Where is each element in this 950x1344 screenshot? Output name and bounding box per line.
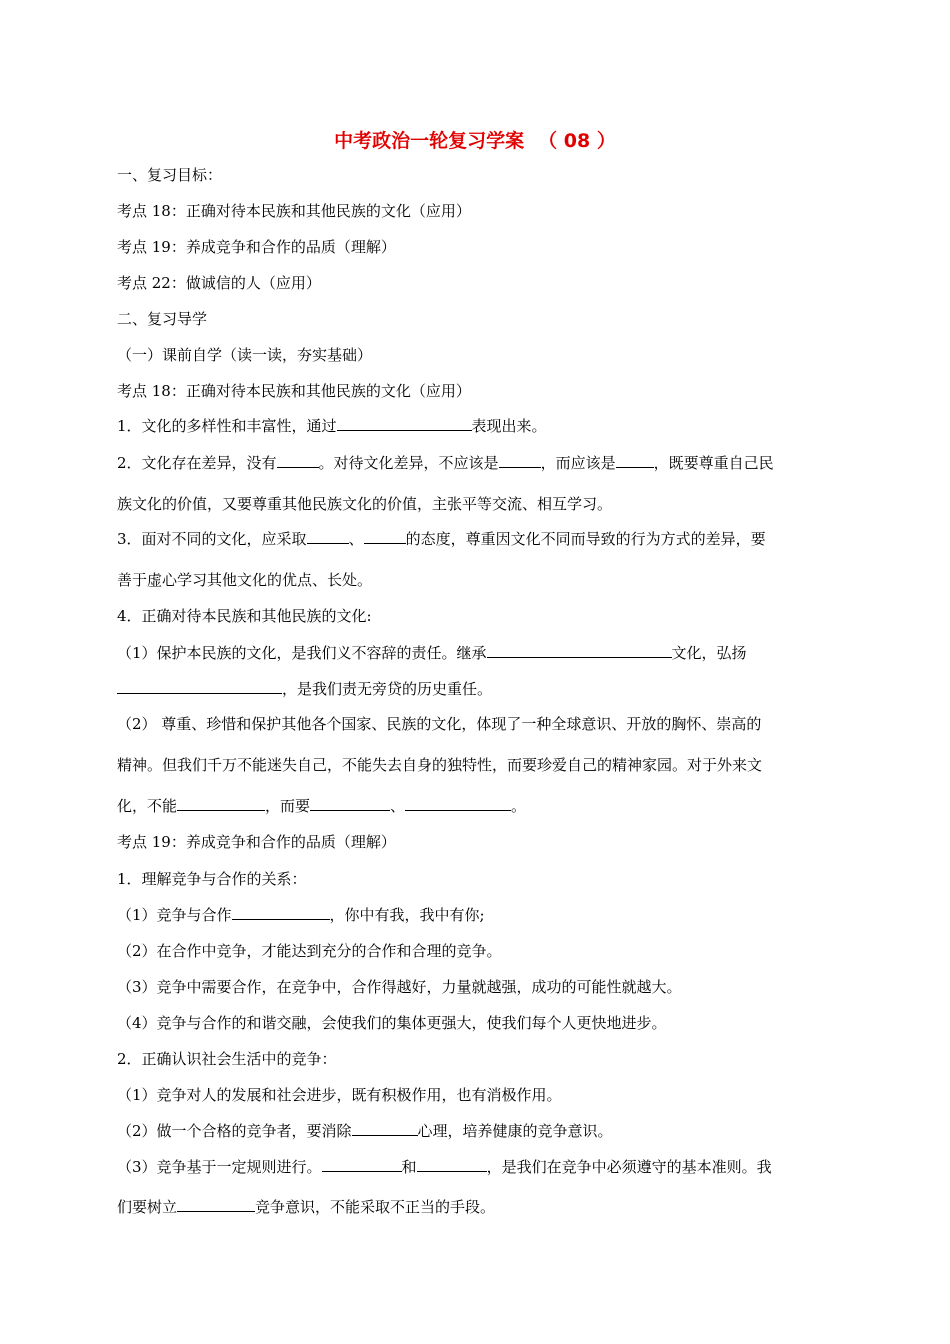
question-text: 文化，弘扬	[671, 644, 747, 662]
question-text: ，而应该是	[540, 454, 616, 472]
question-4-1-cont	[117, 678, 492, 699]
question-text: 2．文化存在差异，没有	[117, 454, 277, 472]
question-text: ，是我们在竞争中必须遵守的基本准则。我	[486, 1158, 772, 1176]
point-heading-18: 考点 18：正确对待本民族和其他民族的文化（应用）	[117, 382, 471, 400]
answer-blank[interactable]	[499, 453, 541, 468]
question-4-2: （2） 尊重、珍惜和保护其他各个国家、民族的文化，体现了一种全球意识、开放的胸怀、崇高的	[117, 715, 762, 733]
item-2: 2．正确认识社会生活中的竞争：	[117, 1050, 337, 1068]
title-text: 中考政治一轮复习学案	[334, 130, 525, 152]
answer-blank[interactable]	[307, 529, 349, 544]
item-1-3: （3）竞争中需要合作，在竞争中，合作得越好，力量就越强，成功的可能性就越大。	[117, 978, 682, 996]
goal-item-22: 考点 22：做诚信的人（应用）	[117, 274, 321, 292]
question-4-2-end	[117, 795, 526, 816]
answer-blank[interactable]	[417, 1157, 487, 1172]
question-text: （1）竞争与合作	[117, 906, 232, 924]
item-1-2: （2）在合作中竞争，才能达到充分的合作和合理的竞争。	[117, 942, 502, 960]
question-2	[117, 452, 774, 473]
question-text: 竞争意识，不能采取不正当的手段。	[255, 1198, 496, 1216]
section-heading-goals: 一、复习目标：	[117, 166, 223, 184]
item-1-4: （4）竞争与合作的和谐交融，会使我们的集体更强大，使我们每个人更快地进步。	[117, 1014, 667, 1032]
question-text: 们要树立	[117, 1198, 178, 1216]
question-3	[117, 528, 766, 549]
answer-blank[interactable]	[232, 905, 330, 920]
question-text: 3．面对不同的文化，应采取	[117, 530, 307, 548]
question-text: 心理，培养健康的竞争意识。	[417, 1122, 613, 1140]
question-2-cont: 族文化的价值，又要尊重其他民族文化的价值，主张平等交流、相互学习。	[117, 495, 613, 513]
title-number: （ 08 ）	[538, 130, 616, 152]
answer-blank[interactable]	[405, 796, 511, 811]
answer-blank[interactable]	[487, 643, 672, 658]
answer-blank[interactable]	[322, 1157, 402, 1172]
question-text: ，你中有我，我中有你;	[329, 906, 485, 924]
point-heading-19: 考点 19：养成竞争和合作的品质（理解）	[117, 833, 396, 851]
question-4-1	[117, 642, 747, 663]
question-text: （3）竞争基于一定规则进行。	[117, 1158, 322, 1176]
item-2-3	[117, 1156, 772, 1177]
item-2-2	[117, 1120, 613, 1141]
item-2-1: （1）竞争对人的发展和社会进步，既有积极作用，也有消极作用。	[117, 1086, 562, 1104]
answer-blank[interactable]	[616, 453, 654, 468]
question-text: （1）保护本民族的文化，是我们义不容辞的责任。继承	[117, 644, 487, 662]
question-text: 、	[348, 530, 364, 548]
item-1: 1．理解竞争与合作的关系：	[117, 870, 307, 888]
question-text: 、	[390, 797, 406, 815]
question-4-2-cont: 精神。但我们千万不能迷失自己，不能失去自身的独特性，而要珍爱自己的精神家园。对于外来文	[117, 756, 763, 774]
subsection-heading: （一）课前自学（读一读，夯实基础）	[117, 346, 373, 364]
question-text: 化，不能	[117, 797, 178, 815]
question-text: ，既要尊重自己民	[653, 454, 774, 472]
answer-blank[interactable]	[117, 679, 282, 694]
item-1-1	[117, 904, 485, 925]
question-text: 1．文化的多样性和丰富性，通过	[117, 417, 337, 435]
question-text: 和	[401, 1158, 417, 1176]
item-2-3-cont	[117, 1196, 495, 1217]
question-text: 的态度，尊重因文化不同而导致的行为方式的差异，要	[405, 530, 766, 548]
answer-blank[interactable]	[277, 453, 319, 468]
question-1	[117, 415, 547, 436]
goal-item-18: 考点 18：正确对待本民族和其他民族的文化（应用）	[117, 202, 471, 220]
answer-blank[interactable]	[310, 796, 390, 811]
question-3-cont: 善于虚心学习其他文化的优点、长处。	[117, 571, 373, 589]
answer-blank[interactable]	[177, 1197, 255, 1212]
question-text: 。	[511, 797, 527, 815]
section-heading-guide: 二、复习导学	[117, 310, 208, 328]
answer-blank[interactable]	[177, 796, 265, 811]
question-text: 。对待文化差异，不应该是	[318, 454, 499, 472]
question-text: 表现出来。	[471, 417, 547, 435]
question-text: （2）做一个合格的竞争者，要消除	[117, 1122, 352, 1140]
answer-blank[interactable]	[352, 1121, 418, 1136]
goal-item-19: 考点 19：养成竞争和合作的品质（理解）	[117, 238, 396, 256]
answer-blank[interactable]	[337, 416, 472, 431]
question-text: ，是我们责无旁贷的历史重任。	[282, 680, 493, 698]
question-4: 4．正确对待本民族和其他民族的文化:	[117, 607, 372, 625]
question-text: ，而要	[265, 797, 311, 815]
document-title	[0, 126, 950, 153]
answer-blank[interactable]	[364, 529, 406, 544]
